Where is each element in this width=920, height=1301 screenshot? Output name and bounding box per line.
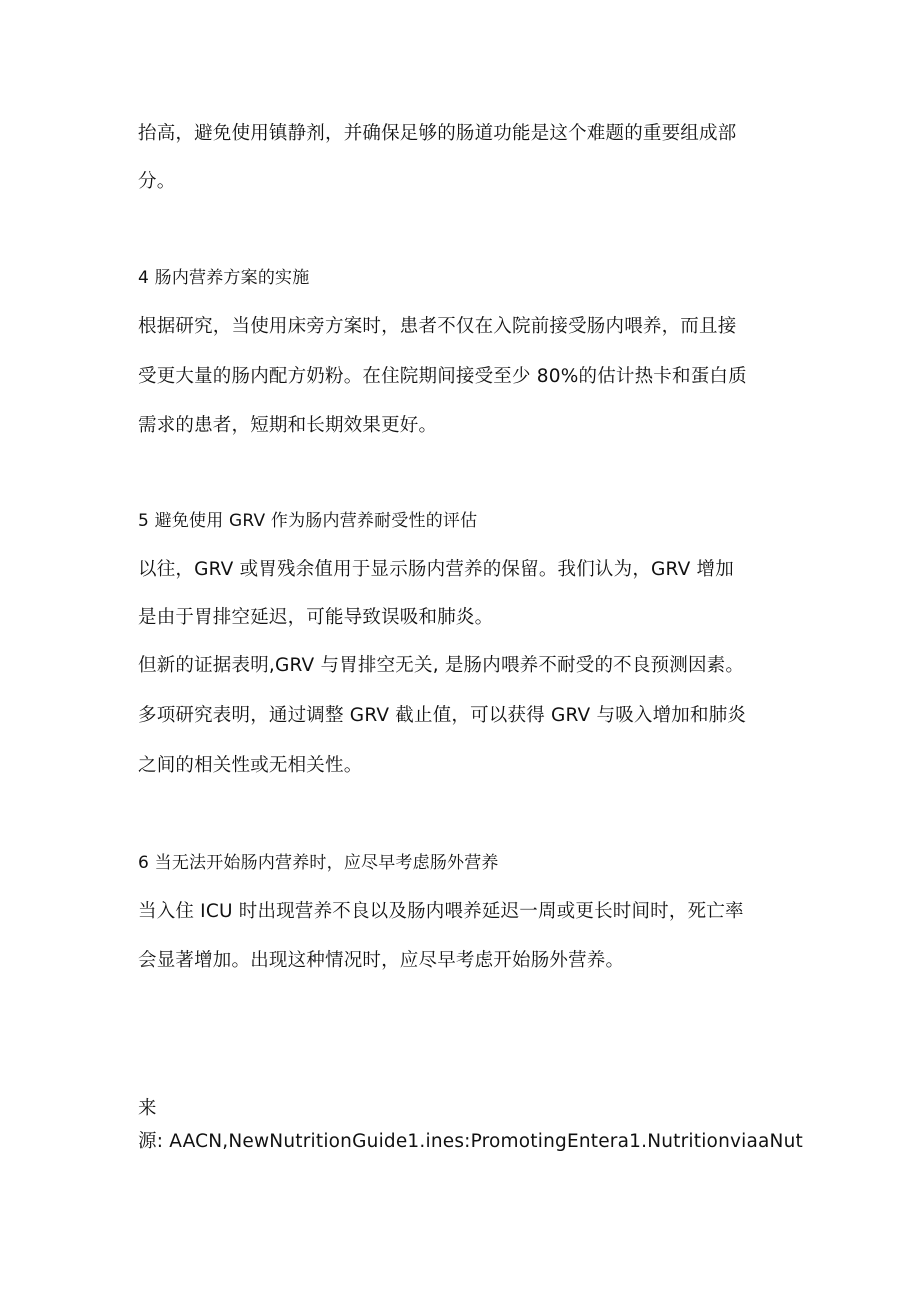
section-4-paragraph-line-3: 需求的患者，短期和长期效果更好。 <box>138 415 438 436</box>
section-4-paragraph-line-1: 根据研究，当使用床旁方案时，患者不仅在入院前接受肠内喂养，而且接 <box>138 316 737 337</box>
source-citation: 源: AACN,NewNutritionGuide1.ines:PromotingEntera1.NutritionviaaNut <box>138 1131 803 1152</box>
source-label: 来 <box>138 1098 157 1119</box>
section-6-paragraph-line-1: 当入住 ICU 时出现营养不良以及肠内喂养延迟一周或更长时间时，死亡率 <box>138 901 744 922</box>
section-5-paragraph-line-2: 是由于胃排空延迟，可能导致误吸和肺炎。 <box>138 607 494 628</box>
section-5-paragraph-line-5: 之间的相关性或无相关性。 <box>138 755 363 776</box>
section-5-paragraph-line-3: 但新的证据表明,GRV 与胃排空无关, 是肠内喂养不耐受的不良预测因素。 <box>138 655 745 676</box>
intro-line-2: 分。 <box>138 171 176 192</box>
section-5-heading: 5 避免使用 GRV 作为肠内营养耐受性的评估 <box>138 511 478 531</box>
section-4-paragraph-line-2: 受更大量的肠内配方奶粉。在住院期间接受至少 80%的估计热卡和蛋白质 <box>138 366 747 387</box>
section-6-heading: 6 当无法开始肠内营养时，应尽早考虑肠外营养 <box>138 853 499 873</box>
section-5-paragraph-line-1: 以往，GRV 或胃残余值用于显示肠内营养的保留。我们认为，GRV 增加 <box>138 559 734 580</box>
intro-line-1: 抬高，避免使用镇静剂，并确保足够的肠道功能是这个难题的重要组成部 <box>138 123 737 144</box>
section-5-paragraph-line-4: 多项研究表明，通过调整 GRV 截止值，可以获得 GRV 与吸入增加和肺炎 <box>138 705 747 726</box>
section-6-paragraph-line-2: 会显著增加。出现这种情况时，应尽早考虑开始肠外营养。 <box>138 950 625 971</box>
section-4-heading: 4 肠内营养方案的实施 <box>138 268 310 288</box>
